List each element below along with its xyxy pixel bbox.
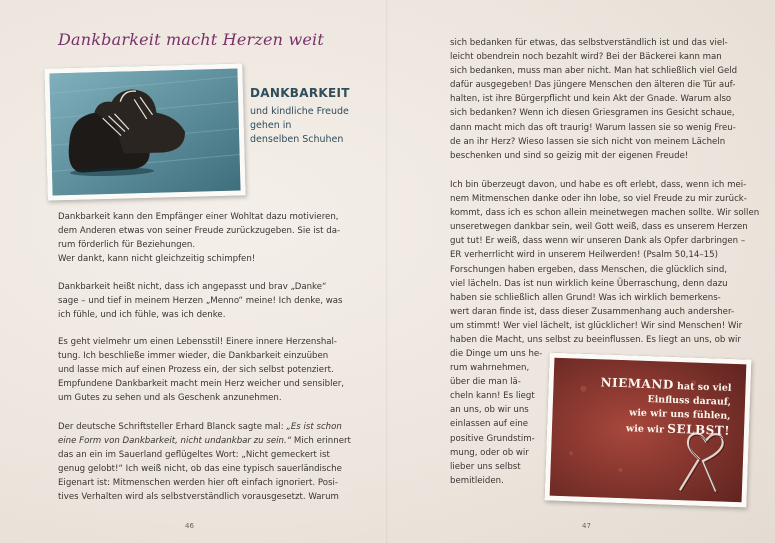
text-line: viel lächeln. Das ist nun wirklich keine Überraschung, denn dazu	[450, 278, 728, 289]
text-line: sage – und tief in meinem Herzen „Menno“ meine! Ich denke, was	[58, 296, 343, 307]
text-line: de an ihr Herz? Wieso lassen sie sich nicht von meinem Lächeln	[450, 136, 726, 147]
text-line: kommt, dass ich es schon allein meinetwegen machen sollte. Wir sollen	[450, 208, 760, 219]
text-line: wert daran finde ist, dass dieser Zusammenhang auch andersher-	[450, 306, 735, 317]
quote-word: SELBST!	[667, 421, 731, 438]
text-line: Dankbarkeit kann den Empfänger einer Wohltat dazu motivieren,	[58, 212, 339, 222]
text-line: leicht obendrein noch bezahlt wird? Bei der Bäckerei kann man	[450, 52, 722, 63]
page-number: 46	[185, 522, 194, 530]
text-line: Es geht vielmehr um einen Lebensstil! Einere innere Herzenshal-	[58, 337, 338, 347]
quote-line: Einfluss darauf,	[647, 393, 732, 408]
quote-citation: „Es ist schon	[286, 422, 342, 432]
callout-heading: DANKBARKEIT	[250, 86, 350, 100]
quote-word: hat so viel	[673, 380, 732, 394]
text-line: Empfundene Dankbarkeit macht mein Herz weicher und sensibler,	[58, 379, 345, 390]
page-number: 47	[582, 522, 591, 530]
text-line: rum wahrnehmen,	[450, 363, 530, 374]
text-line: genug gelobt!“ Ich weiß nicht, ob das eine typisch sauerländische	[58, 464, 342, 475]
text-line: haben die Macht, uns selbst zu beeinflussen. Es liegt an uns, ob wir	[450, 335, 741, 346]
callout-line: gehen in	[250, 120, 292, 131]
text-line: halten, ist ihre Bürgerpflicht und kein Akt der Gnade. Warum also	[450, 94, 732, 105]
text-line: mung, oder ob wir	[450, 447, 529, 458]
heart-wire-photo	[544, 353, 751, 508]
text-line: positive Grundstim-	[450, 433, 535, 444]
text-line: dem Anderen etwas von seiner Freude zurückzugeben. Sie ist da-	[58, 226, 341, 237]
text-line: die Dinge um uns he-	[450, 349, 543, 359]
text-line: dafür ausgegeben! Das jüngere Menschen den älteren die Tür auf-	[450, 80, 736, 91]
callout-line: denselben Schuhen	[250, 134, 344, 145]
text-line: dann macht mich das oft traurig! Warum lassen sie so wenig Freu-	[450, 122, 736, 133]
text-line: bemitleiden.	[450, 475, 504, 486]
paragraph	[450, 36, 738, 163]
quote-text	[599, 375, 732, 440]
paragraph	[58, 210, 341, 266]
text-line: tung. Ich beschließe immer wieder, die Dankbarkeit einzuüben	[58, 351, 329, 362]
text-run: Der deutsche Schriftsteller Erhard Blanck sagte mal:	[58, 422, 287, 432]
paragraph	[58, 280, 343, 322]
text-line: um Gutes zu sehen und als Geschenk anzunehmen.	[58, 393, 282, 404]
text-line: um stimmt! Wer viel lächelt, ist glücklicher! Wir sind Menschen! Wir	[450, 320, 743, 331]
text-line	[58, 434, 351, 448]
text-line: rum förderlich für Beziehungen.	[58, 240, 196, 251]
text-line: sich bedanken für etwas, das selbstverständlich ist und das viel-	[450, 38, 728, 48]
text-line: sich bedanken? Wenn ich diesen Griesgramen ins Gesicht schaue,	[450, 108, 735, 119]
callout-line: und kindliche Freude	[250, 106, 349, 117]
text-line: an uns, ob wir uns	[450, 405, 529, 416]
left-page	[0, 0, 387, 543]
quote-word: NIEMAND	[600, 375, 674, 392]
text-line: Eigenart ist: Mitmenschen werden hier oft einfach ignoriert. Posi-	[58, 478, 338, 489]
quote-word: wie wir	[625, 423, 668, 436]
text-line: Dankbarkeit heißt nicht, dass ich angepasst und brav „Danke“	[58, 282, 327, 292]
baby-shoes-image	[49, 69, 240, 196]
text-line: sich bedanken, muss man aber nicht. Man hat schließlich viel Geld	[450, 66, 738, 77]
text-run: Mich erinnert	[291, 436, 351, 447]
text-line: ER verherrlicht wird in unserem Heilwerden! (Psalm 50,14–15)	[450, 250, 718, 261]
quote-citation: eine Form von Dankbarkeit, nicht undankbar zu sein.“	[58, 436, 292, 447]
text-line: beschenken und sind so geizig mit der eigenen Freude!	[450, 150, 689, 161]
text-line: über die man lä-	[450, 377, 521, 388]
text-line: Ich bin überzeugt davon, und habe es oft erlebt, dass, wenn ich mei-	[450, 180, 747, 190]
text-line: nem Mitmenschen danke oder ihn lobe, so viel Freude zu mir zurück-	[450, 194, 747, 205]
baby-shoes-photo	[44, 63, 245, 200]
text-line: gut tut! Er weiß, dass wenn wir unseren Dank als Opfer darbringen –	[450, 236, 746, 247]
text-line: haben sie schließlich allen Grund! Was ich wirklich bemerkens-	[450, 292, 721, 303]
text-line: lieber uns selbst	[450, 461, 521, 472]
text-line: tives Verhalten wird als selbstverständlich vorausgesetzt. Warum	[58, 492, 339, 503]
quote-line: wie wir uns fühlen,	[628, 407, 731, 422]
paragraph	[58, 335, 345, 405]
text-line: Wer dankt, kann nicht gleichzeitig schimpfen!	[58, 254, 256, 265]
text-line	[58, 420, 342, 434]
chapter-title: Dankbarkeit macht Herzen weit	[58, 30, 324, 49]
text-line: einlassen auf eine	[450, 419, 529, 430]
narrow-paragraph	[450, 347, 543, 488]
text-line: cheln kann! Es liegt	[450, 391, 535, 402]
text-line: das an ein im Sauerland geflügeltes Wort: „Nicht gemeckert ist	[58, 450, 330, 461]
text-line: Forschungen haben ergeben, dass Menschen, die glücklich sind,	[450, 264, 728, 275]
text-line: unseretwegen dankbar sein, weil Gott weiß, dass es unserem Herzen	[450, 222, 748, 233]
paragraph	[450, 178, 760, 347]
paragraph	[58, 420, 351, 505]
text-line: und lasse mich auf einen Prozess ein, der sich selbst potenziert.	[58, 365, 334, 376]
text-line: ich fühle, und ich fühle, was ich denke.	[58, 310, 226, 321]
